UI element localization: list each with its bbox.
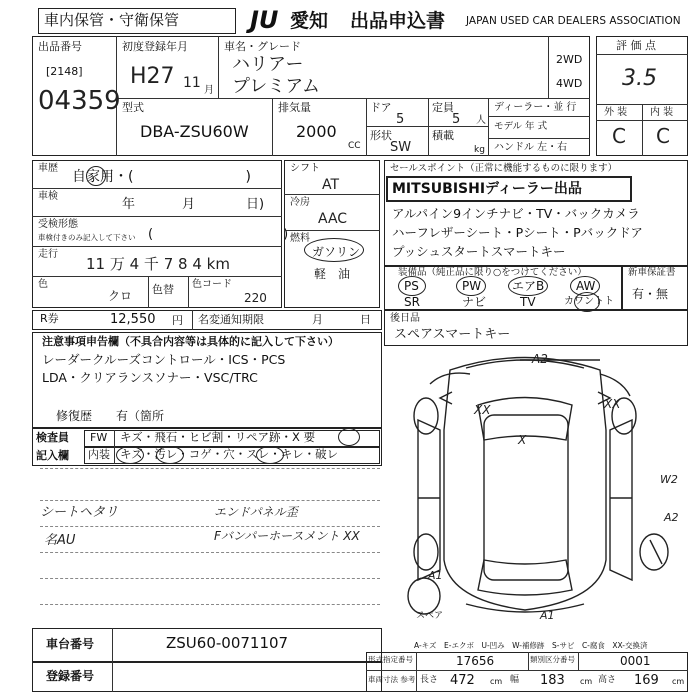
color-code: 220	[244, 291, 267, 305]
reg-month-unit: 月	[204, 85, 214, 96]
inspection-label: 車検	[38, 191, 58, 202]
handwritten-3: エンドパネル歪	[214, 505, 298, 519]
capacity-unit: 人	[476, 115, 486, 126]
car-grade: プレミアム	[232, 76, 321, 97]
notes-line-1: レーダークルーズコントロール・ICS・PCS	[42, 352, 286, 367]
score-label: 評 価 点	[616, 39, 656, 52]
interior-items: キズ・汚レ・コゲ・穴・スレ・キレ・破レ	[120, 447, 339, 461]
interior-tag: 内装	[88, 448, 110, 461]
equip-counter: カワントト	[564, 296, 614, 307]
diagram-spare: スペア	[416, 611, 444, 621]
shift-label: シフト	[290, 163, 320, 174]
accept-sub: 車検付きのみ記入して下さい	[38, 233, 136, 242]
inspection-month: 月	[182, 197, 196, 212]
inspection-day: 日)	[246, 197, 265, 212]
notes-line-2: LDA・クリアランスソナー・VSC/TRC	[42, 370, 258, 385]
diagram-a1-left: A1	[428, 569, 443, 582]
doors-value: 5	[396, 112, 405, 127]
mileage-value: 11 万 4 千 7 8 4 km	[86, 255, 230, 273]
length-unit: cm	[490, 677, 503, 686]
aircon-value: AAC	[318, 211, 348, 227]
diagram-xx-left: XX	[474, 403, 491, 417]
equip-label: 装備品（純正品に限り○をつけてください）	[398, 267, 587, 278]
selling-label: セールスポイント（正常に機能するものに限ります）	[390, 163, 618, 174]
shape-value: SW	[390, 140, 412, 155]
reg-label: 初度登録年月	[122, 40, 188, 53]
later-item-value: スペアスマートキー	[394, 327, 511, 342]
reg-year: H27	[130, 64, 175, 89]
diagram-x-center: X	[518, 433, 527, 447]
storage-label: 車内保管・守衛保管	[44, 11, 180, 29]
color-label: 色	[38, 279, 48, 290]
model-value: DBA-ZSU60W	[140, 122, 249, 141]
mileage-label: 走行	[38, 249, 58, 260]
lot-number: 04359	[38, 86, 121, 116]
diagram-a2-side: A2	[664, 511, 679, 524]
handwritten-2: 名AU	[44, 533, 76, 548]
width-value: 183	[540, 673, 565, 688]
recycle-value: 12,550	[110, 312, 156, 327]
interior-grade: C	[656, 124, 670, 148]
disp-unit: CC	[348, 141, 361, 151]
shift-value: AT	[322, 177, 340, 193]
fuel-diesel: 軽 油	[314, 267, 351, 281]
drive-2wd: 2WD	[556, 53, 583, 66]
later-item-label: 後日品	[390, 313, 420, 324]
diagram-xx-right: XX	[604, 397, 621, 411]
car-label: 車名・グレード	[224, 40, 301, 53]
equip-navi: ナビ	[462, 295, 487, 309]
inspection-year: 年	[122, 197, 136, 212]
fuel-label: 燃料	[290, 233, 310, 244]
exterior-label: 外 装	[604, 107, 628, 118]
selling-line-4: プッシュスタートスマートキー	[392, 244, 566, 259]
history-label: 車歴	[38, 163, 58, 174]
form-title: 出品申込書	[350, 10, 446, 32]
car-name: ハリアー	[232, 54, 304, 75]
reg-month: 11	[183, 75, 201, 91]
height-value: 169	[634, 673, 659, 688]
handwritten-4: Fバンパーホースメント XX	[214, 529, 360, 543]
lot-label: 出品番号	[38, 40, 82, 53]
equip-airbag: エアB	[512, 279, 545, 293]
drive-4wd: 4WD	[556, 77, 583, 90]
equip-aw: AW	[576, 279, 596, 293]
damage-legend: A-キズ E-エクボ U-凹み W-補修跡 S-サビ C-腐食 XX-交換済	[414, 641, 648, 650]
notice-month: 月	[312, 313, 323, 326]
color-change-label: 色替	[152, 283, 174, 296]
width-label: 幅	[510, 675, 520, 685]
width-unit: cm	[580, 677, 593, 686]
org-name: 愛知	[290, 10, 329, 32]
chassis-value: ZSU60-0071107	[166, 634, 289, 652]
dealer-label: ディーラー・並 行	[494, 102, 577, 113]
selling-line-3: ハーフレザーシート・Pシート・Pバックドア	[392, 225, 643, 240]
disp-value: 2000	[296, 122, 337, 141]
height-unit: cm	[672, 677, 685, 686]
color-value: クロ	[108, 289, 133, 303]
load-label: 積載	[432, 129, 454, 142]
notes-label: 注意事項申告欄（不具合内容等は具体的に記入して下さい）	[42, 335, 339, 348]
registration-label: 登録番号	[46, 669, 95, 683]
equip-tv: TV	[520, 295, 536, 309]
color-code-label: 色コード	[192, 279, 232, 290]
fw-tag: FW	[90, 431, 108, 444]
type-value: 17656	[456, 654, 495, 668]
inspector-label-2: 記入欄	[36, 449, 69, 462]
recycle-unit: 円	[172, 314, 183, 327]
type-label: 形式指定番号	[368, 655, 413, 664]
doors-label: ドア	[370, 101, 392, 114]
notice-day: 日	[360, 313, 371, 326]
shape-label: 形状	[370, 129, 392, 142]
diagram-a2-top: A2	[532, 352, 548, 366]
capacity-value: 5	[452, 112, 461, 127]
new-warranty-value: 有・無	[632, 287, 669, 301]
handle-label: ハンドル 左・右	[494, 142, 568, 153]
interior-label: 内 装	[650, 107, 674, 118]
diagram-w2: W2	[660, 473, 678, 486]
accept-label: 受検形態	[38, 219, 78, 230]
selling-line-2: アルパイン9インチナビ・TV・バックカメラ	[392, 206, 640, 221]
history-value: 自家用・( )	[72, 169, 251, 185]
load-unit: kg	[474, 145, 485, 155]
ju-logo: JU	[250, 6, 279, 34]
fw-items: キズ・飛石・ヒビ割・リペア跡・X 要	[120, 430, 316, 444]
fuel-gasoline: ガソリン	[312, 245, 361, 259]
capacity-label: 定員	[432, 101, 454, 114]
equip-ps: PS	[404, 279, 419, 293]
accept-value: ( )	[148, 227, 289, 242]
handwritten-1: シートヘタリ	[40, 505, 119, 520]
repair-history: 修復歴 有（箇所	[56, 409, 165, 423]
notice-label: 名変通知期限	[198, 313, 264, 326]
height-label: 高さ	[598, 675, 617, 685]
chassis-label: 車台番号	[46, 637, 95, 651]
model-label: 型式	[122, 101, 144, 114]
new-warranty-label: 新車保証書	[628, 267, 676, 278]
lot-sub: [2148]	[46, 65, 83, 78]
class-label: 類別区分番号	[530, 655, 575, 664]
selling-line-1: MITSUBISHIディーラー出品	[392, 181, 582, 197]
association-name: JAPAN USED CAR DEALERS ASSOCIATION	[466, 15, 681, 27]
class-value: 0001	[620, 654, 651, 668]
length-value: 472	[450, 673, 475, 688]
recycle-label: R券	[40, 312, 59, 325]
exterior-grade: C	[612, 124, 626, 148]
equip-pw: PW	[462, 279, 482, 293]
aircon-label: 冷房	[290, 197, 310, 208]
disp-label: 排気量	[278, 101, 311, 114]
inspector-label-1: 検査員	[36, 431, 69, 444]
diagram-a1-bottom: A1	[540, 609, 555, 622]
length-label: 長さ	[420, 675, 439, 685]
equip-sr: SR	[404, 295, 420, 309]
dims-label: 車両寸法 参考	[368, 675, 416, 684]
score-value: 3.5	[622, 66, 657, 91]
model-year-label: モデル 年 式	[494, 121, 548, 132]
